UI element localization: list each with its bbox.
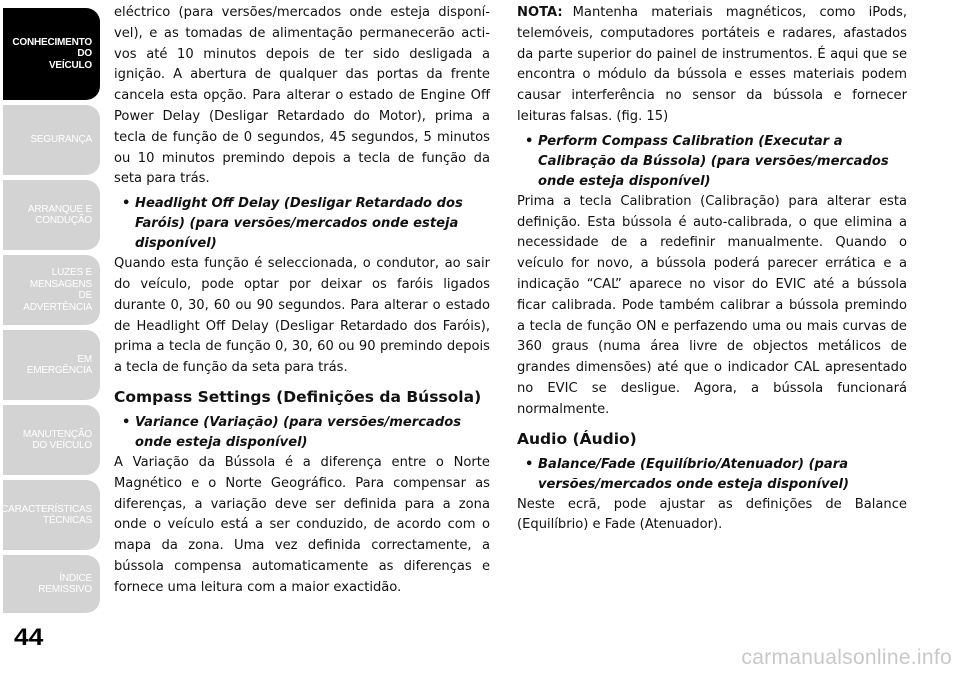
watermark: carmanualsonline.info	[741, 646, 952, 669]
bullet-heading: • Balance/Fade (Equilíbrio/Atenuador) (para versões/mercados onde esteja disponível)	[517, 455, 907, 495]
paragraph: Prima a tecla Calibration (Calibração) para alterar esta definição. Esta bússola é auto-calibrada, o que elimina a necessidade de a redefinir manualmente. Quando o veículo for novo, a bússola poderá parecer errática e a indicação “CAL” aparece no visor do EVIC até a bússola ficar calibrada. Pode também calibrar a bússola premindo a tecla de função ON e perfazendo uma ou mais curvas de 360 graus (numa área livre de objectos metálicos de grandes dimensões) até que o indicador CAL apresentado no EVIC se desligue. Agora, a bússola funcionará normalmente.	[517, 193, 907, 417]
tab-seguranca[interactable]	[3, 105, 100, 175]
bullet-heading: • Headlight Off Delay (Desligar Retardado dos Faróis) (para versões/mercados onde esteja disponível)	[114, 194, 490, 254]
paragraph: Neste ecrã, pode ajustar as definições de Balance (Equilíbrio) e Fade (Atenuador).	[517, 496, 907, 533]
tab-label: LUZES E MENSAGENS DE ADVERTÊNCIA	[23, 267, 92, 313]
tab-label: ÍNDICE REMISSIVO	[38, 572, 92, 595]
chapter-sidebar	[0, 0, 100, 678]
tab-label: SEGURANÇA	[30, 134, 92, 146]
bullet-heading: • Perform Compass Calibration (Executar a Calibração da Bússola) (para versões/mercados onde esteja disponível)	[517, 132, 907, 192]
left-column	[114, 3, 490, 599]
tab-luzes-e-mensagens[interactable]	[3, 255, 100, 325]
section-heading: Audio (Áudio)	[517, 429, 637, 448]
note-label: NOTA:	[517, 5, 563, 20]
tab-indice-remissivo[interactable]	[3, 555, 100, 613]
tab-arranque-e-conducao[interactable]	[3, 180, 100, 250]
paragraph: A Variação da Bússola é a diferença entre o Norte Magnético e o Norte Geográfico. Para compensar as diferenças, a variação deve ser definida para a zona onde o veículo está a ser conduzido, de acordo com o mapa da zona. Uma vez definida correctamente, a bússola compensa automaticamente as diferenças e fornece uma leitura com a maior exactidão.	[114, 454, 490, 595]
tab-label: CARACTERÍSTICAS TÉCNICAS	[1, 503, 92, 526]
tab-label: EM EMERGÊNCIA	[26, 353, 92, 376]
tab-label: CONHECIMENTO DO VEÍCULO	[12, 36, 92, 71]
paragraph: Quando esta função é seleccionada, o condutor, ao sair do veículo, pode optar por deixar os faróis ligados durante 0, 30, 60 ou 90 segundos. Para alterar o estado de Headlight Off Delay (Desligar Retardado dos Faróis), prima a tecla de função 0, 30, 60 ou 90 premindo depois a tecla de função da seta para trás.	[114, 256, 490, 376]
tab-label: ARRANQUE E CONDUÇÃO	[27, 203, 92, 226]
tab-manutencao-do-veiculo[interactable]	[3, 405, 100, 475]
note-paragraph	[517, 3, 907, 128]
section-heading: Compass Settings (Definições da Bússola)	[114, 387, 482, 406]
bullet-heading: • Variance (Variação) (para versões/mercados onde esteja disponível)	[114, 413, 490, 453]
tab-label: MANUTENÇÃO DO VEÍCULO	[22, 428, 92, 451]
page-number: 44	[14, 624, 44, 651]
tab-conhecimento-do-veiculo[interactable]	[3, 8, 100, 100]
right-column	[517, 3, 907, 536]
tab-em-emergencia[interactable]	[3, 330, 100, 400]
paragraph: eléctrico (para versões/mercados onde esteja disponível), e as tomadas de alimentação permanecerão activos até 10 minutos depois de ter sido desligada a ignição. A abertura de qualquer das portas da frente cancela esta opção. Para alterar o estado de Engine Off Power Delay (Desligar Retardado do Motor), prima a tecla de função de 0 segundos, 45 segundos, 5 minutos ou 10 minutos premindo depois a tecla de função da seta para trás.	[114, 5, 490, 187]
note-text: Mantenha materiais magnéticos, como iPods, telemóveis, computadores portáteis e radares, afastados da parte superior do painel de instrumentos. É aqui que se encontra o módulo da bússola e esses materiais podem causar interferência no sensor da bússola e fornecer leituras falsas. (fig. 15)	[517, 5, 907, 124]
tab-caracteristicas-tecnicas[interactable]	[3, 480, 100, 550]
